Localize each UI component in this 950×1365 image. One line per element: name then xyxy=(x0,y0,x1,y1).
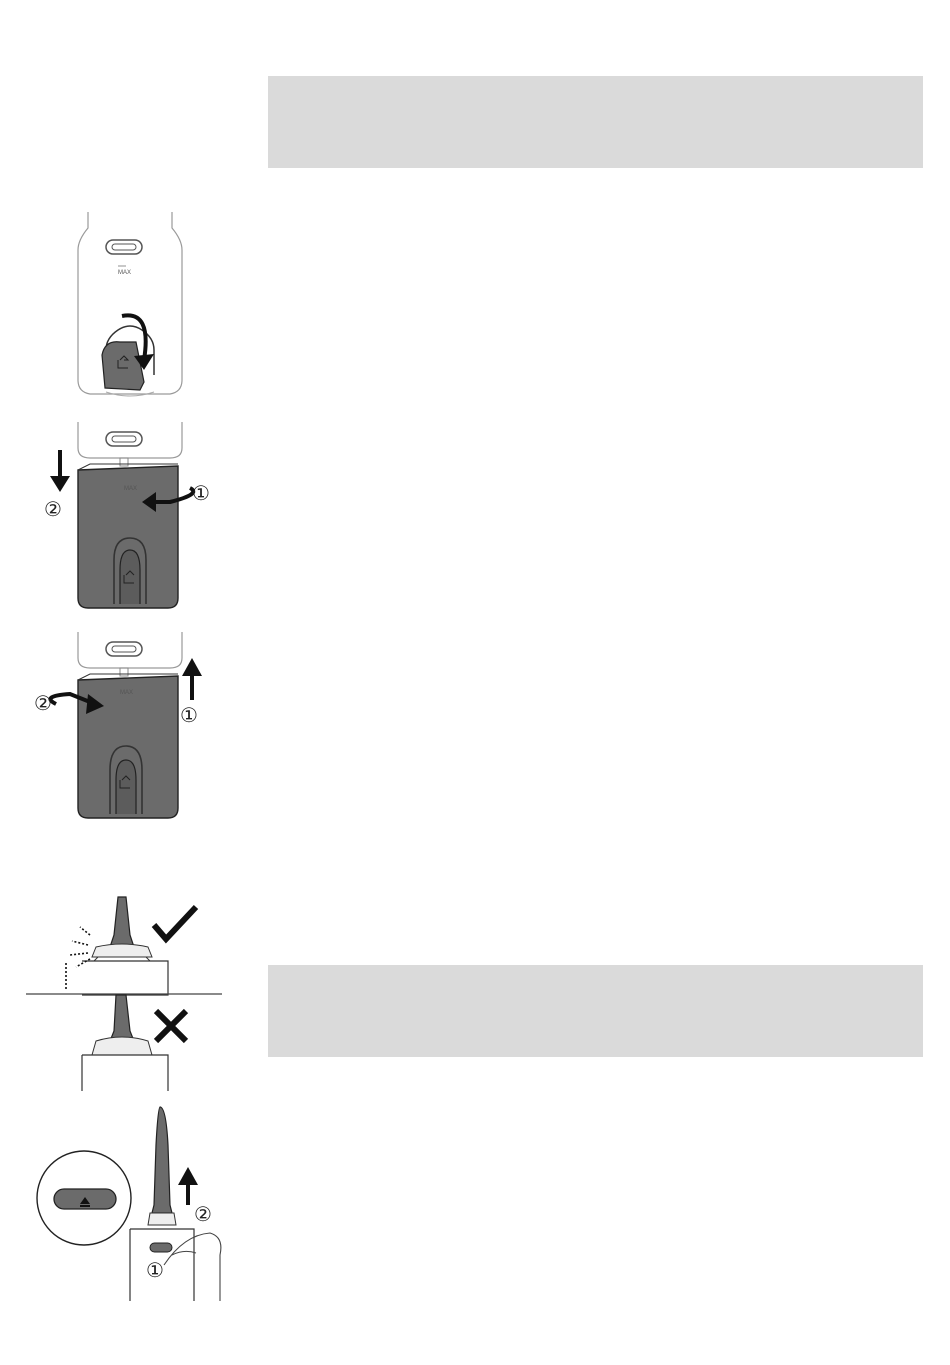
max-mark: MAX xyxy=(124,486,138,492)
cross-icon xyxy=(156,1011,186,1041)
figure-eject-nozzle xyxy=(34,1105,224,1305)
step-marker-1: ① xyxy=(192,481,210,505)
up-arrow-icon xyxy=(178,1167,198,1185)
figure-attach-reservoir xyxy=(30,420,230,615)
up-arrow-icon xyxy=(182,658,202,676)
bottom-gray-panel xyxy=(268,965,923,1057)
figure-detach-reservoir xyxy=(30,630,230,825)
step-marker-1: ① xyxy=(146,1258,164,1282)
figure-nozzle-check xyxy=(26,895,222,1090)
max-mark: MAX xyxy=(118,270,132,276)
step-marker-2: ② xyxy=(44,497,62,521)
step-marker-2: ② xyxy=(34,691,52,715)
max-mark: MAX xyxy=(120,690,134,696)
top-gray-panel xyxy=(268,76,923,168)
checkmark-icon xyxy=(154,907,196,939)
down-arrow-icon xyxy=(50,476,70,492)
step-marker-2: ② xyxy=(194,1202,212,1226)
step-marker-1: ① xyxy=(180,703,198,727)
figure-open-reservoir-lid xyxy=(60,210,200,400)
